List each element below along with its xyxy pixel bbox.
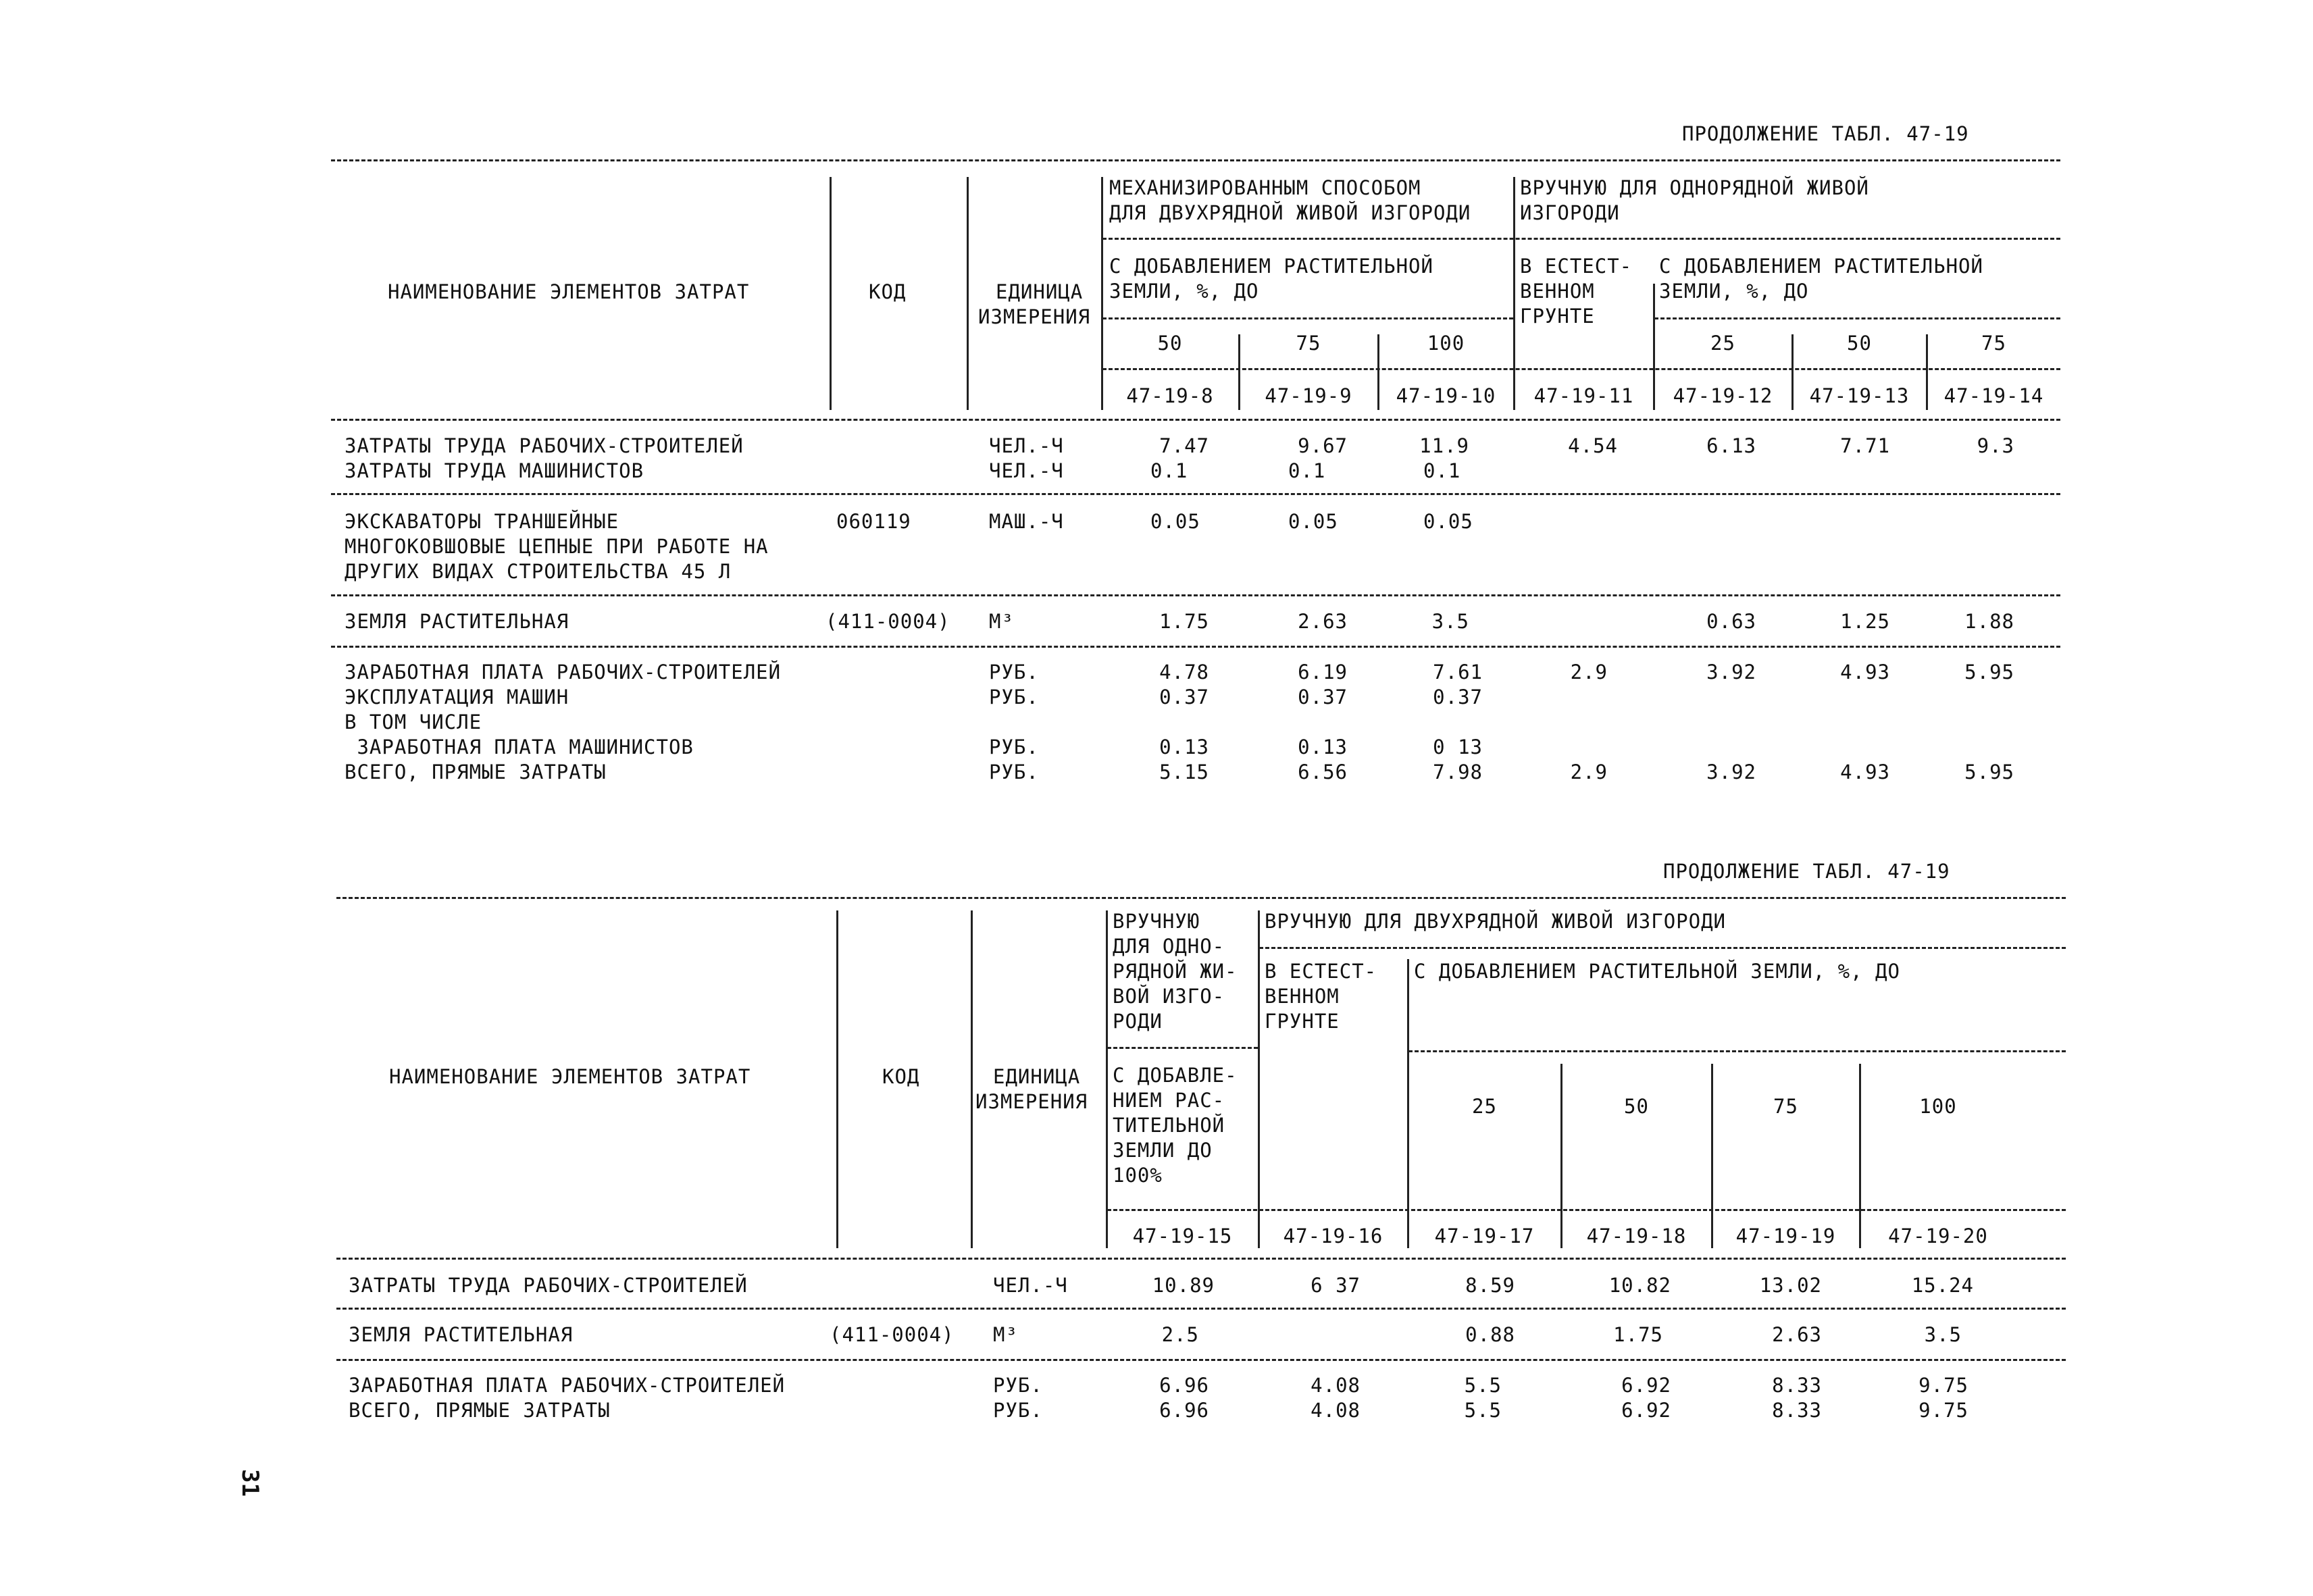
table2-column-code: 47-19-20 [1888,1225,1988,1247]
row-unit: М³ [989,610,1014,633]
row-value: 7.47 [1159,434,1209,457]
table2-natural-soil-header: ВЕННОМ [1265,985,1340,1008]
table1-top-rule [331,159,2060,161]
row-name: ЗЕМЛЯ РАСТИТЕЛЬНАЯ [345,610,569,633]
row-name: ЗАТРАТЫ ТРУДА РАБОЧИХ-СТРОИТЕЛЕЙ [349,1274,748,1297]
row-value: 6.92 [1621,1374,1671,1397]
table1-column-code: 47-19-11 [1533,384,1634,407]
row-value: 0.1 [1288,459,1326,482]
table2-header-rule [1259,947,2066,949]
row-value: 0.1 [1150,459,1188,482]
row-value: 5.15 [1159,761,1209,783]
row-value: 8.59 [1465,1274,1515,1297]
row-value: 1.75 [1613,1323,1663,1346]
row-value: 0.13 [1159,736,1209,758]
row-value: 10.89 [1152,1274,1215,1297]
table1-percent: 100 [1427,332,1465,355]
table1-unit-header: ИЗМЕРЕНИЯ [978,305,1091,328]
row-value: 3.92 [1706,661,1756,684]
table1-header-rule [1102,317,1513,319]
row-value: 1.88 [1964,610,2014,633]
row-value: 7.71 [1840,434,1890,457]
row-value: 7.61 [1433,661,1483,684]
table1-percent: 50 [1847,332,1872,355]
table1-row-rule [331,594,2060,596]
table1-percent: 75 [1981,332,2006,355]
row-value: 2.9 [1570,761,1608,783]
row-name: В ТОМ ЧИСЛЕ [345,711,482,733]
row-code: (411-0004) [825,610,950,633]
table1-header-rule [1102,238,2060,240]
table2-manual-single-header: РЯДНОЙ ЖИ- [1113,960,1238,983]
table1-column-code: 47-19-12 [1673,384,1773,407]
table2-col-sep [1859,1064,1861,1248]
row-value: 7.98 [1433,761,1483,783]
table2-row-rule [336,1359,2066,1361]
row-value: 9.75 [1918,1399,1968,1422]
table2-add-soil-header: С ДОБАВЛЕНИЕМ РАСТИТЕЛЬНОЙ ЗЕМЛИ, %, ДО [1414,960,1900,983]
table2-column-code: 47-19-18 [1586,1225,1687,1247]
row-value: 0 13 [1433,736,1483,758]
table2-unit-header: ЕДИНИЦА [993,1065,1081,1088]
table2-percent: 50 [1624,1095,1649,1118]
row-value: 0.37 [1433,686,1483,709]
row-value: 2.63 [1298,610,1348,633]
table1-header-bottom-rule [331,419,2060,421]
row-value: 4.08 [1311,1399,1361,1422]
row-value: 1.75 [1159,610,1209,633]
table1-col-sep [830,177,832,410]
row-value: 4.93 [1840,661,1890,684]
row-value: 15.24 [1911,1274,1974,1297]
table1-col-sep [967,177,969,410]
table2-natural-soil-header: ГРУНТЕ [1265,1010,1340,1033]
row-unit: РУБ. [989,736,1039,758]
row-value: 2.5 [1161,1323,1199,1346]
row-value: 5.5 [1464,1374,1502,1397]
row-name-continued: ДРУГИХ ВИДАХ СТРОИТЕЛЬСТВА 45 Л [345,560,732,583]
table2-col-sep [1258,910,1260,1248]
table1-column-code: 47-19-10 [1396,384,1496,407]
row-name: ЗАРАБОТНАЯ ПЛАТА МАШИНИСТОВ [345,736,694,758]
row-value: 0.63 [1706,610,1756,633]
row-value: 2.9 [1570,661,1608,684]
table1-col-sep [1513,177,1515,410]
row-code: (411-0004) [830,1323,955,1346]
row-value: 9.75 [1918,1374,1968,1397]
row-unit: ЧЕЛ.-Ч [989,434,1064,457]
row-value: 8.33 [1772,1399,1822,1422]
table2-column-code: 47-19-19 [1735,1225,1836,1247]
table1-header-rule [1102,368,2060,370]
row-value: 0.05 [1423,510,1473,533]
table1-natural-soil-header: В ЕСТЕСТ- [1520,255,1633,278]
table1-mech-group-header: МЕХАНИЗИРОВАННЫМ СПОСОБОМ [1109,176,1421,199]
table1-header-rule [1654,317,2060,319]
row-value: 9.3 [1977,434,2014,457]
table2-name-header: НАИМЕНОВАНИЕ ЭЛЕМЕНТОВ ЗАТРАТ [389,1065,751,1088]
row-unit: МАШ.-Ч [989,510,1064,533]
row-name: ЗАРАБОТНАЯ ПЛАТА РАБОЧИХ-СТРОИТЕЛЕЙ [345,661,782,684]
table1-row-rule [331,646,2060,648]
table1-percent: 50 [1157,332,1183,355]
table2-unit-header: ИЗМЕРЕНИЯ [975,1090,1088,1113]
table1-unit-header: ЕДИНИЦА [996,280,1084,303]
row-value: 5.95 [1964,661,2014,684]
table2-percent: 25 [1472,1095,1497,1118]
table2-manual-single-add-header: С ДОБАВЛЕ- [1113,1064,1238,1087]
row-value: 0.05 [1288,510,1338,533]
row-value: 6.96 [1159,1374,1209,1397]
row-name: ВСЕГО, ПРЯМЫЕ ЗАТРАТЫ [345,761,607,783]
row-unit: РУБ. [989,686,1039,709]
row-name: ЗЕМЛЯ РАСТИТЕЛЬНАЯ [349,1323,574,1346]
row-value: 0.37 [1159,686,1209,709]
table1-add-soil-header: С ДОБАВЛЕНИЕМ РАСТИТЕЛЬНОЙ [1659,255,1983,278]
table2-column-code: 47-19-16 [1283,1225,1383,1247]
row-name: ЭКСКАВАТОРЫ ТРАНШЕЙНЫЕ [345,510,619,533]
row-value: 6.96 [1159,1399,1209,1422]
row-value: 5.5 [1464,1399,1502,1422]
table2-header-bottom-rule [336,1258,2066,1260]
table1-code-header: КОД [869,280,907,303]
row-unit: ЧЕЛ.-Ч [989,459,1064,482]
table2-code-header: КОД [882,1065,920,1088]
table2-col-sep [836,910,838,1248]
table1-caption: ПРОДОЛЖЕНИЕ ТАБЛ. 47-19 [1682,122,1969,145]
row-name: ЭКСПЛУАТАЦИЯ МАШИН [345,686,569,709]
row-value: 4.08 [1311,1374,1361,1397]
row-value: 3.5 [1924,1323,1962,1346]
table2-percent: 100 [1919,1095,1957,1118]
row-value: 10.82 [1608,1274,1671,1297]
table1-name-header: НАИМЕНОВАНИЕ ЭЛЕМЕНТОВ ЗАТРАТ [388,280,750,303]
row-value: 6.19 [1298,661,1348,684]
row-value: 13.02 [1759,1274,1822,1297]
row-name: ЗАРАБОТНАЯ ПЛАТА РАБОЧИХ-СТРОИТЕЛЕЙ [349,1374,786,1397]
table2-manual-single-add-header: НИЕМ РАС- [1113,1089,1225,1112]
table2-manual-single-header: ВОЙ ИЗГО- [1113,985,1225,1008]
table2-col-sep [1106,910,1108,1248]
row-name: ЗАТРАТЫ ТРУДА РАБОЧИХ-СТРОИТЕЛЕЙ [345,434,744,457]
row-unit: М³ [993,1323,1018,1346]
table1-col-sep [1101,177,1103,410]
row-value: 5.95 [1964,761,2014,783]
row-code: 060119 [836,510,911,533]
table1-add-soil-header: ЗЕМЛИ, %, ДО [1659,280,1809,303]
row-value: 6.56 [1298,761,1348,783]
table2-col-sep [971,910,973,1248]
row-value: 0.13 [1298,736,1348,758]
table1-column-code: 47-19-8 [1126,384,1214,407]
row-value: 6.92 [1621,1399,1671,1422]
row-value: 9.67 [1298,434,1348,457]
table1-percent: 25 [1710,332,1735,355]
row-unit: РУБ. [989,761,1039,783]
row-value: 6 37 [1311,1274,1361,1297]
row-value: 4.54 [1568,434,1618,457]
table1-column-code: 47-19-9 [1265,384,1352,407]
row-value: 0.05 [1150,510,1200,533]
row-unit: ЧЕЛ.-Ч [993,1274,1068,1297]
row-unit: РУБ. [993,1399,1043,1422]
table2-top-rule [336,897,2066,899]
row-value: 3.5 [1431,610,1469,633]
row-value: 3.92 [1706,761,1756,783]
table1-column-code: 47-19-13 [1809,384,1910,407]
row-name: ВСЕГО, ПРЯМЫЕ ЗАТРАТЫ [349,1399,611,1422]
table2-col-sep [1711,1064,1713,1248]
table1-row-rule [331,493,2060,495]
table2-manual-single-add-header: ТИТЕЛЬНОЙ [1113,1114,1225,1137]
table2-natural-soil-header: В ЕСТЕСТ- [1265,960,1377,983]
table2-header-rule [1408,1050,2066,1052]
row-name-continued: МНОГОКОВШОВЫЕ ЦЕПНЫЕ ПРИ РАБОТЕ НА [345,535,769,558]
row-value: 0.88 [1465,1323,1515,1346]
row-unit: РУБ. [993,1374,1043,1397]
row-value: 0.1 [1423,459,1461,482]
row-value: 6.13 [1706,434,1756,457]
row-unit: РУБ. [989,661,1039,684]
table2-header-rule [1107,1047,1258,1049]
row-value: 4.93 [1840,761,1890,783]
table1-percent: 75 [1296,332,1321,355]
row-name: ЗАТРАТЫ ТРУДА МАШИНИСТОВ [345,459,644,482]
table2-row-rule [336,1308,2066,1310]
table2-manual-single-header: ВРУЧНУЮ [1113,910,1200,933]
table1-column-code: 47-19-14 [1943,384,2044,407]
table2-manual-single-add-header: ЗЕМЛИ ДО [1113,1139,1213,1162]
row-value: 8.33 [1772,1374,1822,1397]
row-value: 0.37 [1298,686,1348,709]
table2-col-sep [1560,1064,1562,1248]
table2-manual-single-header: ДЛЯ ОДНО- [1113,935,1225,958]
table2-column-code: 47-19-15 [1132,1225,1233,1247]
table1-manual-group-header: ВРУЧНУЮ ДЛЯ ОДНОРЯДНОЙ ЖИВОЙ [1520,176,1869,199]
table2-manual-single-add-header: 100% [1113,1164,1163,1187]
row-value: 4.78 [1159,661,1209,684]
row-value: 2.63 [1772,1323,1822,1346]
table1-natural-soil-header: ВЕННОМ [1520,280,1595,303]
table2-manual-double-header: ВРУЧНУЮ ДЛЯ ДВУХРЯДНОЙ ЖИВОЙ ИЗГОРОДИ [1265,910,1727,933]
table1-natural-soil-header: ГРУНТЕ [1520,305,1595,328]
table1-add-soil-header: С ДОБАВЛЕНИЕМ РАСТИТЕЛЬНОЙ [1109,255,1433,278]
table2-manual-single-header: РОДИ [1113,1010,1163,1033]
table1-manual-group-header: ИЗГОРОДИ [1520,201,1620,224]
table2-column-code: 47-19-17 [1434,1225,1535,1247]
table1-add-soil-header: ЗЕМЛИ, %, ДО [1109,280,1259,303]
table1-mech-group-header: ДЛЯ ДВУХРЯДНОЙ ЖИВОЙ ИЗГОРОДИ [1109,201,1471,224]
page-number: 31 [236,1469,263,1497]
row-value: 1.25 [1840,610,1890,633]
table2-percent: 75 [1773,1095,1798,1118]
table2-caption: ПРОДОЛЖЕНИЕ ТАБЛ. 47-19 [1663,860,1950,883]
row-value: 11.9 [1419,434,1469,457]
table2-header-rule [1107,1209,2066,1211]
